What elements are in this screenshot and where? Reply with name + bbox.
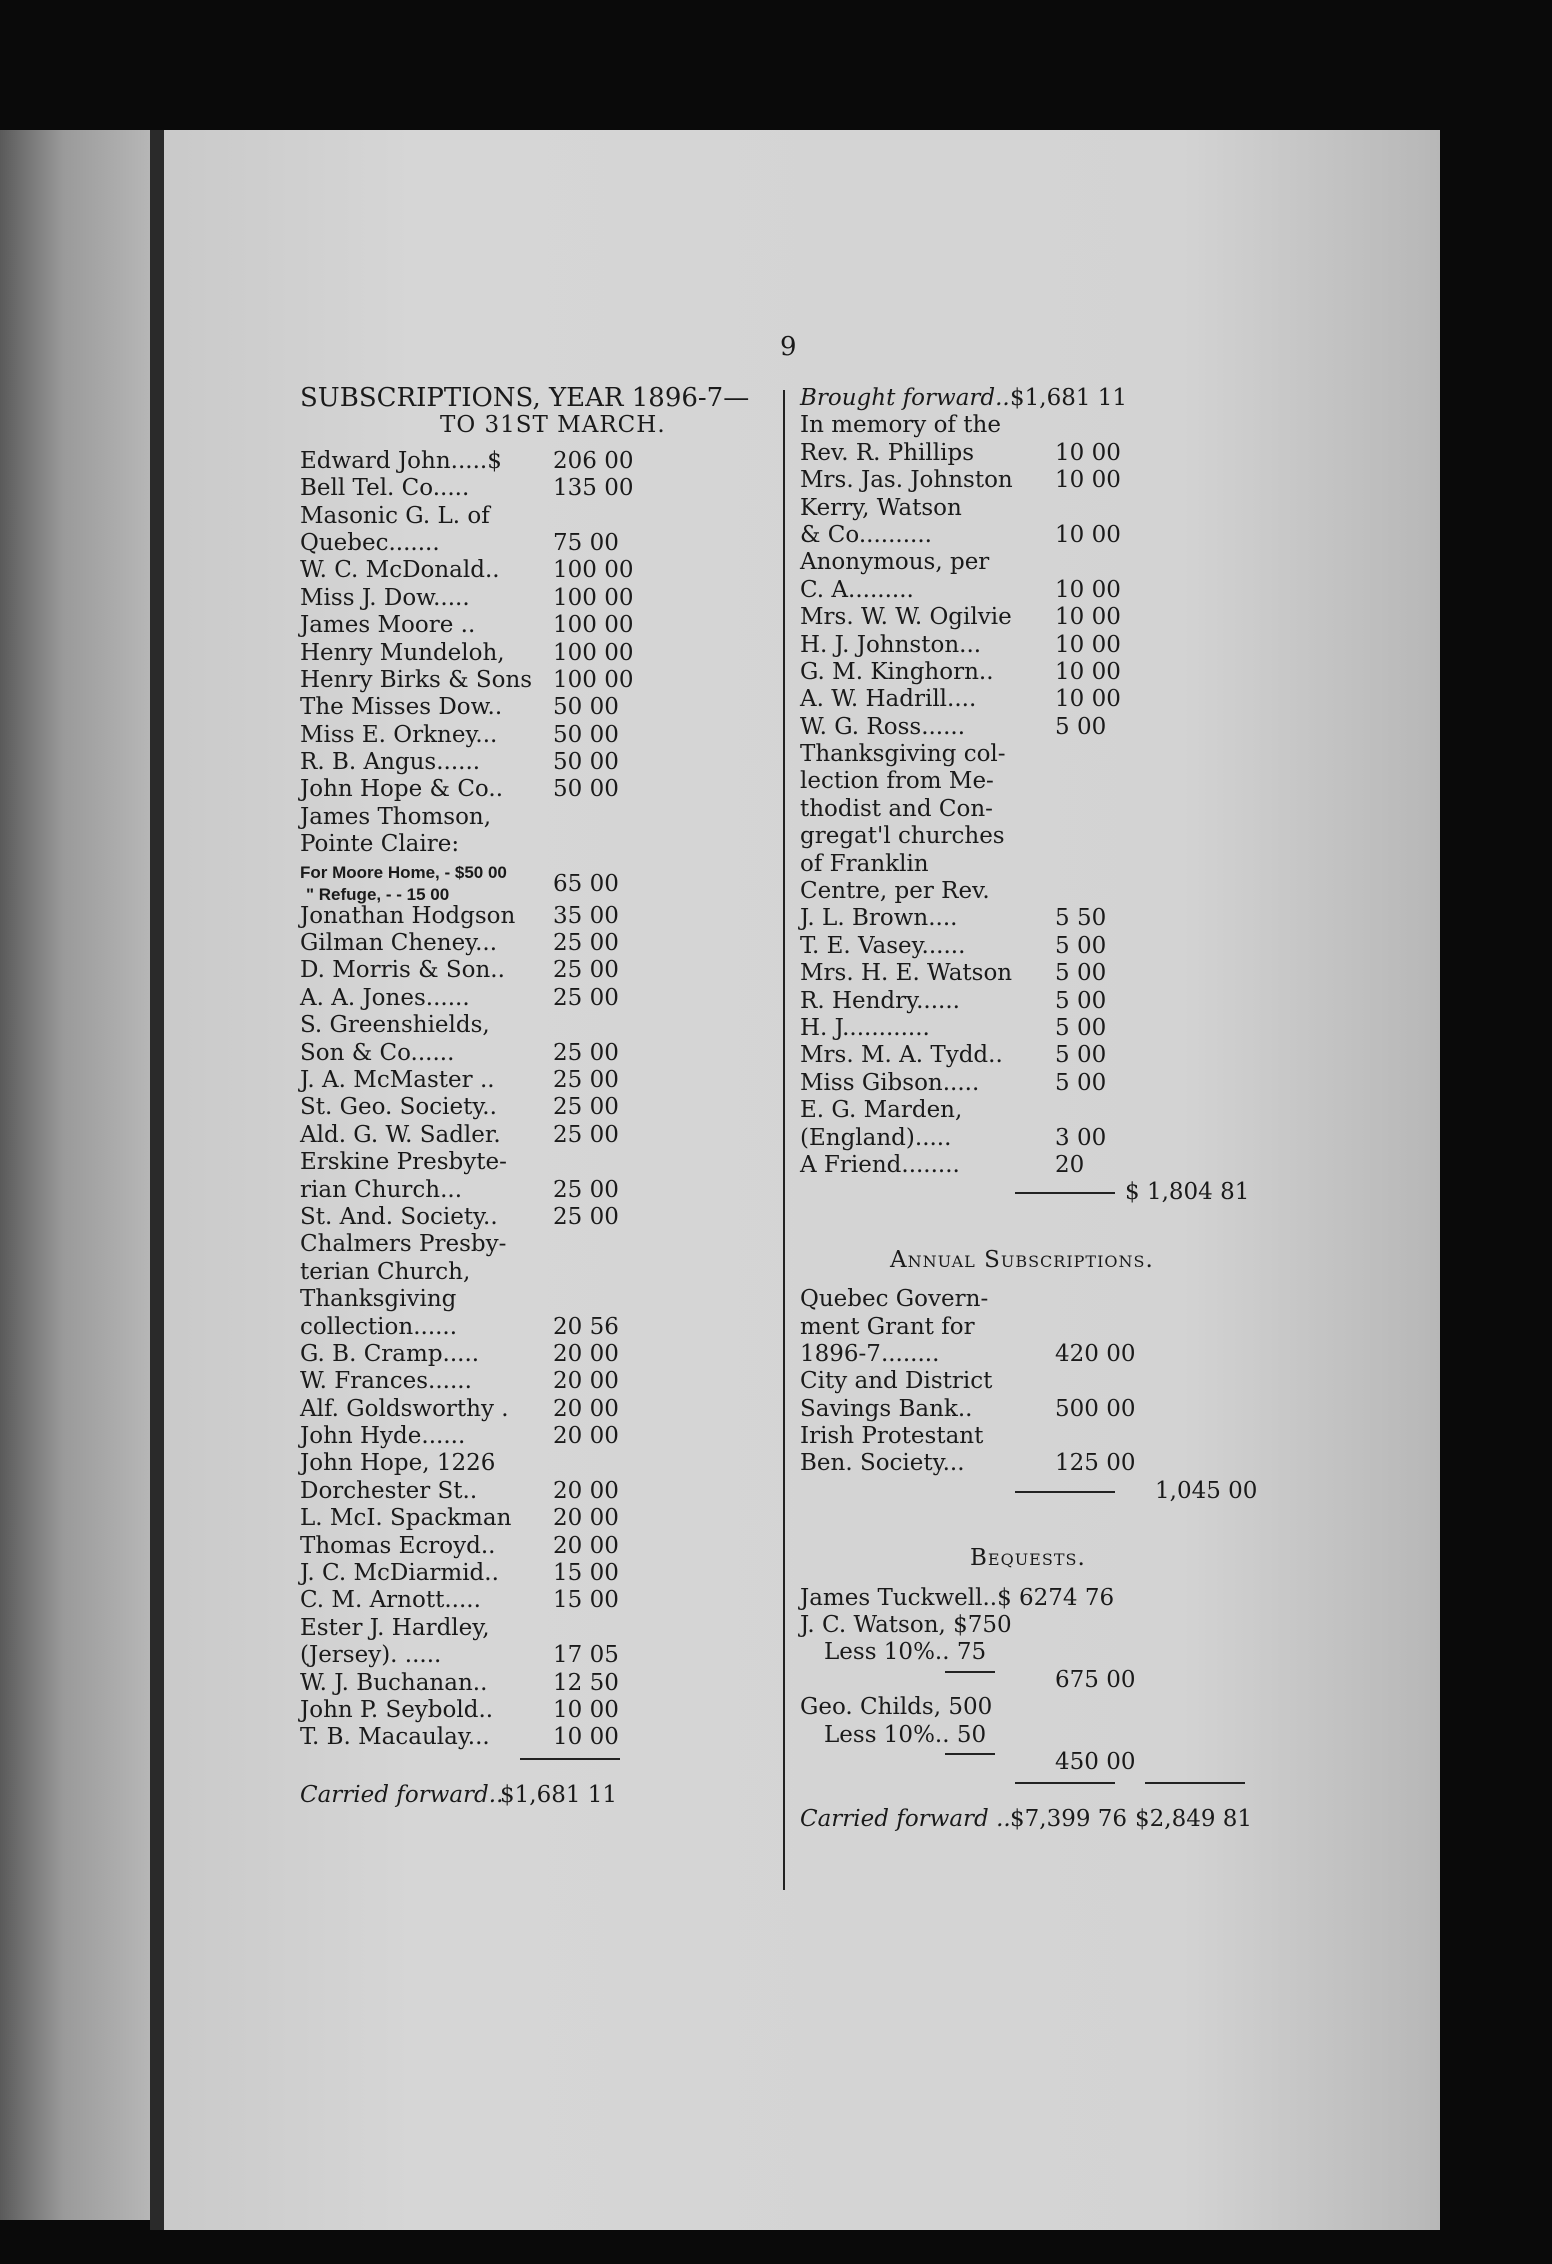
ledger-row — [800, 933, 1260, 960]
annual-total-row: 1,045 00 — [800, 1478, 1260, 1505]
subscription-list-right — [800, 412, 1260, 1179]
ledger-entry-name: W. G. Ross...... — [800, 713, 966, 740]
column-divider — [783, 390, 785, 1890]
ledger-entry-amount: 75 00 — [553, 529, 619, 556]
ledger-row — [800, 851, 1260, 878]
ledger-entry-name: H. J............ — [800, 1014, 930, 1041]
left-sum-rule — [520, 1758, 620, 1760]
ledger-entry-amount: 25 00 — [553, 1066, 619, 1093]
ledger-row — [300, 957, 640, 984]
ledger-row — [800, 823, 1260, 850]
ledger-row — [300, 749, 640, 776]
ledger-row — [800, 1152, 1260, 1179]
page-number: 9 — [780, 332, 797, 362]
bequests-heading: Bequests. — [970, 1545, 1086, 1572]
ledger-row — [300, 1642, 640, 1669]
ledger-entry-name: Alf. Goldsworthy . — [300, 1395, 509, 1422]
ledger-row — [800, 741, 1260, 768]
ledger-entry-name: H. J. Johnston... — [800, 631, 982, 658]
subscriptions-subheading: TO 31ST MARCH. — [440, 412, 666, 439]
ledger-row — [800, 988, 1260, 1015]
previous-page-edge — [0, 130, 158, 2220]
ledger-entry-name: Erskine Presbyte- — [300, 1149, 507, 1176]
ledger-row — [800, 796, 1260, 823]
ledger-entry-name: ment Grant for — [800, 1313, 975, 1340]
ledger-entry-amount: 100 00 — [553, 584, 634, 611]
ledger-entry-name: St. Geo. Society.. — [300, 1094, 497, 1121]
ledger-row — [300, 1478, 640, 1505]
bequest-childs-net: 450 00 — [800, 1749, 1260, 1776]
subtotal-row: $ 1,804 81 — [800, 1179, 1260, 1206]
ledger-entry-name: John P. Seybold.. — [300, 1696, 494, 1723]
ledger-entry-name: W. C. McDonald.. — [300, 557, 500, 584]
ledger-entry-amount: 100 00 — [553, 557, 634, 584]
ledger-entry-amount: 25 00 — [553, 1121, 619, 1148]
childs-rule — [945, 1753, 995, 1755]
ledger-row — [800, 1015, 1260, 1042]
ledger-row — [300, 1012, 640, 1039]
ledger-entry-name: L. McI. Spackman — [300, 1505, 512, 1532]
ledger-entry-name: Centre, per Rev. — [800, 878, 990, 905]
ledger-entry-name: Miss Gibson..... — [800, 1069, 980, 1096]
ledger-row — [300, 1533, 640, 1560]
ledger-entry-name: Masonic G. L. of — [300, 502, 490, 529]
ledger-row — [300, 831, 640, 858]
ledger-entry-amount: 10 00 — [1055, 686, 1121, 713]
ledger-entry-name: & Co.......... — [800, 521, 932, 548]
ledger-row — [800, 1070, 1260, 1097]
bequest-tuckwell: James Tuckwell..$ 6274 76 — [800, 1584, 1115, 1611]
ledger-row — [300, 612, 640, 639]
ledger-entry-name: Henry Mundeloh, — [300, 639, 505, 666]
ledger-entry-amount: 20 00 — [553, 1368, 619, 1395]
ledger-entry-amount: 20 00 — [553, 1477, 619, 1504]
ledger-entry-name: Edward John.....$ — [300, 447, 502, 474]
ledger-row — [300, 1697, 640, 1724]
ledger-row — [300, 1423, 640, 1450]
ledger-entry-amount: 15 00 — [553, 1560, 619, 1587]
ledger-entry-name: John Hyde...... — [300, 1423, 466, 1450]
ledger-row — [300, 1259, 640, 1286]
ledger-entry-amount: 5 00 — [1055, 960, 1107, 987]
ledger-entry-name: Son & Co...... — [300, 1039, 455, 1066]
ledger-row — [800, 412, 1260, 439]
ledger-entry-name: G. B. Cramp..... — [300, 1340, 480, 1367]
ledger-entry-amount: 10 00 — [1055, 631, 1121, 658]
ledger-entry-name: terian Church, — [300, 1258, 471, 1285]
ledger-entry-name: Quebec Govern- — [800, 1286, 989, 1313]
ledger-row — [300, 1670, 640, 1697]
ledger-row — [300, 1040, 640, 1067]
ledger-row — [800, 1314, 1260, 1341]
ledger-entry-name: collection...... — [300, 1313, 458, 1340]
ledger-entry-name: Ester J. Hardley, — [300, 1614, 490, 1641]
ledger-entry-name: R. Hendry...... — [800, 987, 960, 1014]
ledger-entry-name: rian Church... — [300, 1176, 463, 1203]
ledger-entry-name: Kerry, Watson — [800, 494, 962, 521]
ledger-entry-amount: 20 00 — [553, 1532, 619, 1559]
ledger-entry-amount: 5 00 — [1055, 1014, 1107, 1041]
bequest-watson: J. C. Watson, $750 — [800, 1612, 1012, 1639]
ledger-entry-amount: 10 00 — [1055, 576, 1121, 603]
ledger-entry-name: The Misses Dow.. — [300, 694, 503, 721]
ledger-entry-amount: 20 00 — [553, 1340, 619, 1367]
ledger-entry-amount: 10 00 — [1055, 521, 1121, 548]
ledger-row — [800, 1286, 1260, 1313]
ledger-entry-name: Quebec....... — [300, 529, 440, 556]
ledger-entry-name: Dorchester St.. — [300, 1477, 478, 1504]
ledger-row — [300, 1505, 640, 1532]
ledger-entry-name: W. Frances...... — [300, 1368, 472, 1395]
ledger-row — [300, 503, 640, 530]
subscription-list — [300, 448, 640, 859]
ledger-entry-name: Ben. Society... — [800, 1450, 965, 1477]
ledger-row — [300, 1231, 640, 1258]
ledger-row — [300, 1396, 640, 1423]
ledger-entry-name: (England)..... — [800, 1124, 952, 1151]
ledger-entry-amount: 5 00 — [1055, 932, 1107, 959]
ledger-entry-name: Savings Bank.. — [800, 1395, 973, 1422]
ledger-entry-name: Miss J. Dow..... — [300, 584, 470, 611]
ledger-row — [300, 530, 640, 557]
ledger-entry-name: thodist and Con- — [800, 795, 993, 822]
ledger-row — [800, 577, 1260, 604]
ledger-entry-name: In memory of the — [800, 412, 1001, 439]
ledger-row — [300, 1177, 640, 1204]
ledger-row — [800, 440, 1260, 467]
ledger-entry-name: Mrs. Jas. Johnston — [800, 467, 1013, 494]
ledger-row — [800, 1341, 1260, 1368]
ledger-entry-name: T. B. Macaulay... — [300, 1724, 490, 1751]
ledger-entry-amount: 10 00 — [553, 1724, 619, 1751]
ledger-entry-amount: 5 50 — [1055, 905, 1107, 932]
ledger-entry-name: City and District — [800, 1368, 993, 1395]
ledger-row — [300, 640, 640, 667]
ledger-entry-amount: 100 00 — [553, 639, 634, 666]
ledger-entry-amount: 25 00 — [553, 1176, 619, 1203]
ledger-row — [800, 960, 1260, 987]
right-carried-forward: Carried forward .. $7,399 76 $2,849 81 — [800, 1806, 1253, 1833]
ledger-row — [300, 1368, 640, 1395]
ledger-entry-amount: 50 00 — [553, 776, 619, 803]
ledger-entry-name: R. B. Angus...... — [300, 749, 481, 776]
ledger-row — [300, 1286, 640, 1313]
ledger-row — [300, 1314, 640, 1341]
ledger-row — [300, 1122, 640, 1149]
ledger-entry-name: E. G. Marden, — [800, 1097, 963, 1124]
bequest-childs-less: Less 10%.. 50 — [824, 1721, 987, 1748]
ledger-row — [300, 1149, 640, 1176]
ledger-entry-amount: 20 — [1055, 1151, 1085, 1178]
ledger-row — [300, 1615, 640, 1642]
ledger-entry-amount: 100 00 — [553, 612, 634, 639]
ledger-entry-amount: 206 00 — [553, 447, 634, 474]
subscriptions-continued-column — [800, 385, 1260, 1834]
ledger-row — [300, 557, 640, 584]
ledger-row — [300, 694, 640, 721]
ledger-entry-name: J. A. McMaster .. — [300, 1066, 495, 1093]
subscriptions-heading: SUBSCRIPTIONS, YEAR 1896-7— — [300, 383, 750, 413]
ledger-entry-name: Thomas Ecroyd.. — [300, 1532, 496, 1559]
ledger-entry-name: James Moore .. — [300, 612, 476, 639]
ledger-entry-name: (Jersey). ..... — [300, 1642, 442, 1669]
ledger-entry-amount: 35 00 — [553, 902, 619, 929]
ledger-entry-amount: 10 00 — [1055, 604, 1121, 631]
annual-subscriptions-list — [800, 1286, 1260, 1478]
ledger-entry-amount: 420 00 — [1055, 1340, 1136, 1367]
brought-forward: Brought forward.. $1,681 11 — [800, 385, 1128, 411]
ledger-entry-name: G. M. Kinghorn.. — [800, 658, 994, 685]
ledger-entry-name: J. C. McDiarmid.. — [300, 1560, 499, 1587]
ledger-row — [300, 1341, 640, 1368]
ledger-entry-name: Irish Protestant — [800, 1423, 984, 1450]
ledger-row — [300, 903, 640, 930]
ledger-row — [300, 1560, 640, 1587]
ledger-entry-name: John Hope & Co.. — [300, 776, 504, 803]
ledger-row — [800, 1097, 1260, 1124]
ledger-entry-name: Anonymous, per — [800, 549, 990, 576]
ledger-row — [300, 1587, 640, 1614]
ledger-row — [300, 448, 640, 475]
ledger-row — [800, 604, 1260, 631]
left-carried-forward: Carried forward.. $1,681 11 — [300, 1781, 618, 1808]
ledger-entry-amount: 50 00 — [553, 749, 619, 776]
subscriptions-column — [300, 383, 750, 1809]
ledger-entry-name: Mrs. W. W. Ogilvie — [800, 604, 1012, 631]
ledger-row — [300, 475, 640, 502]
ledger-row — [300, 985, 640, 1012]
ledger-entry-name: 1896-7........ — [800, 1340, 940, 1367]
ledger-entry-amount: 15 00 — [553, 1587, 619, 1614]
ledger-entry-amount: 5 00 — [1055, 1042, 1107, 1069]
ledger-row — [300, 1204, 640, 1231]
thomson-breakdown: For Moore Home, - $50 00 " Refuge, - - 15 00 65 00 — [300, 862, 619, 904]
ledger-row — [300, 585, 640, 612]
ledger-entry-name: Jonathan Hodgson — [300, 902, 516, 929]
ledger-row — [800, 659, 1260, 686]
ledger-entry-amount: 100 00 — [553, 666, 634, 693]
ledger-entry-amount: 10 00 — [1055, 439, 1121, 466]
ledger-entry-name: Miss E. Orkney... — [300, 721, 498, 748]
ledger-entry-amount: 25 00 — [553, 1094, 619, 1121]
bequest-watson-less: Less 10%.. 75 — [824, 1639, 987, 1666]
ledger-entry-amount: 25 00 — [553, 1039, 619, 1066]
ledger-row — [300, 930, 640, 957]
ledger-entry-name: Pointe Claire: — [300, 831, 460, 858]
ledger-entry-name: A. A. Jones...... — [300, 984, 470, 1011]
ledger-entry-name: Chalmers Presby- — [300, 1231, 507, 1258]
ledger-entry-amount: 10 00 — [1055, 467, 1121, 494]
ledger-entry-amount: 50 00 — [553, 721, 619, 748]
ledger-entry-amount: 20 56 — [553, 1313, 619, 1340]
ledger-entry-name: Gilman Cheney... — [300, 930, 498, 957]
ledger-row — [800, 495, 1260, 522]
ledger-row — [800, 686, 1260, 713]
ledger-row — [300, 1724, 640, 1751]
ledger-entry-name: Mrs. H. E. Watson — [800, 960, 1013, 987]
ledger-entry-amount: 25 00 — [553, 957, 619, 984]
ledger-entry-amount: 20 00 — [553, 1505, 619, 1532]
ledger-row — [300, 1450, 640, 1477]
ledger-entry-name: Thanksgiving col- — [800, 741, 1006, 768]
ledger-row — [800, 905, 1260, 932]
ledger-entry-name: St. And. Society.. — [300, 1203, 498, 1230]
ledger-entry-name: W. J. Buchanan.. — [300, 1669, 488, 1696]
ledger-entry-amount: 20 00 — [553, 1395, 619, 1422]
ledger-entry-amount: 500 00 — [1055, 1395, 1136, 1422]
ledger-row — [800, 1423, 1260, 1450]
ledger-row — [300, 804, 640, 831]
ledger-entry-name: J. L. Brown.... — [800, 905, 958, 932]
ledger-entry-amount: 10 00 — [1055, 658, 1121, 685]
ledger-entry-name: A Friend........ — [800, 1151, 960, 1178]
ledger-row — [300, 667, 640, 694]
ledger-entry-amount: 20 00 — [553, 1423, 619, 1450]
ledger-row — [300, 722, 640, 749]
ledger-entry-amount: 5 00 — [1055, 713, 1107, 740]
ledger-entry-name: Ald. G. W. Sadler. — [300, 1121, 501, 1148]
ledger-row — [800, 768, 1260, 795]
ledger-entry-name: Rev. R. Phillips — [800, 439, 974, 466]
bequest-childs: Geo. Childs, 500 — [800, 1694, 993, 1721]
ledger-row — [800, 714, 1260, 741]
ledger-entry-amount: 17 05 — [553, 1642, 619, 1669]
subtotal-rule — [1015, 1192, 1115, 1194]
ledger-row — [300, 776, 640, 803]
ledger-row — [800, 1042, 1260, 1069]
ledger-row — [800, 1125, 1260, 1152]
ledger-entry-amount: 25 00 — [553, 1203, 619, 1230]
ledger-entry-name: A. W. Hadrill.... — [800, 686, 977, 713]
ledger-entry-name: John Hope, 1226 — [300, 1450, 496, 1477]
ledger-row — [800, 1396, 1260, 1423]
watson-rule — [945, 1671, 995, 1673]
annual-rule — [1015, 1491, 1115, 1493]
ledger-entry-amount: 12 50 — [553, 1669, 619, 1696]
ledger-entry-amount: 10 00 — [553, 1696, 619, 1723]
ledger-row — [800, 1450, 1260, 1477]
ledger-entry-amount: 50 00 — [553, 694, 619, 721]
ledger-row — [300, 1067, 640, 1094]
ledger-row — [800, 632, 1260, 659]
ledger-entry-name: C. M. Arnott..... — [300, 1587, 481, 1614]
ledger-row — [800, 467, 1260, 494]
ledger-entry-name: James Thomson, — [300, 803, 492, 830]
ledger-entry-name: Bell Tel. Co..... — [300, 475, 470, 502]
ledger-entry-name: Mrs. M. A. Tydd.. — [800, 1042, 1003, 1069]
bequest-watson-net: 675 00 — [800, 1667, 1260, 1694]
ledger-row — [800, 522, 1260, 549]
ledger-entry-amount: 5 00 — [1055, 987, 1107, 1014]
ledger-entry-name: C. A......... — [800, 576, 914, 603]
ledger-entry-amount: 5 00 — [1055, 1069, 1107, 1096]
ledger-entry-name: Henry Birks & Sons — [300, 666, 533, 693]
ledger-row — [800, 1368, 1260, 1395]
page-gutter — [150, 130, 164, 2230]
ledger-row — [800, 878, 1260, 905]
ledger-entry-name: gregat'l churches — [800, 823, 1005, 850]
ledger-entry-amount: 25 00 — [553, 984, 619, 1011]
ledger-entry-amount: 25 00 — [553, 930, 619, 957]
ledger-entry-name: S. Greenshields, — [300, 1012, 490, 1039]
ledger-entry-amount: 3 00 — [1055, 1124, 1107, 1151]
ledger-entry-name: D. Morris & Son.. — [300, 957, 505, 984]
ledger-row — [800, 549, 1260, 576]
annual-heading: Annual Subscriptions. — [890, 1246, 1154, 1273]
ledger-entry-name: T. E. Vasey...... — [800, 932, 966, 959]
ledger-entry-amount: 135 00 — [553, 475, 634, 502]
ledger-entry-name: lection from Me- — [800, 768, 994, 795]
ledger-entry-name: Thanksgiving — [300, 1286, 457, 1313]
right-sum-rule-2 — [1145, 1782, 1245, 1784]
right-sum-rule-1 — [1015, 1782, 1115, 1784]
ledger-entry-amount: 125 00 — [1055, 1450, 1136, 1477]
subscription-list-continued — [300, 903, 640, 1752]
ledger-row — [300, 1094, 640, 1121]
ledger-entry-name: of Franklin — [800, 850, 929, 877]
